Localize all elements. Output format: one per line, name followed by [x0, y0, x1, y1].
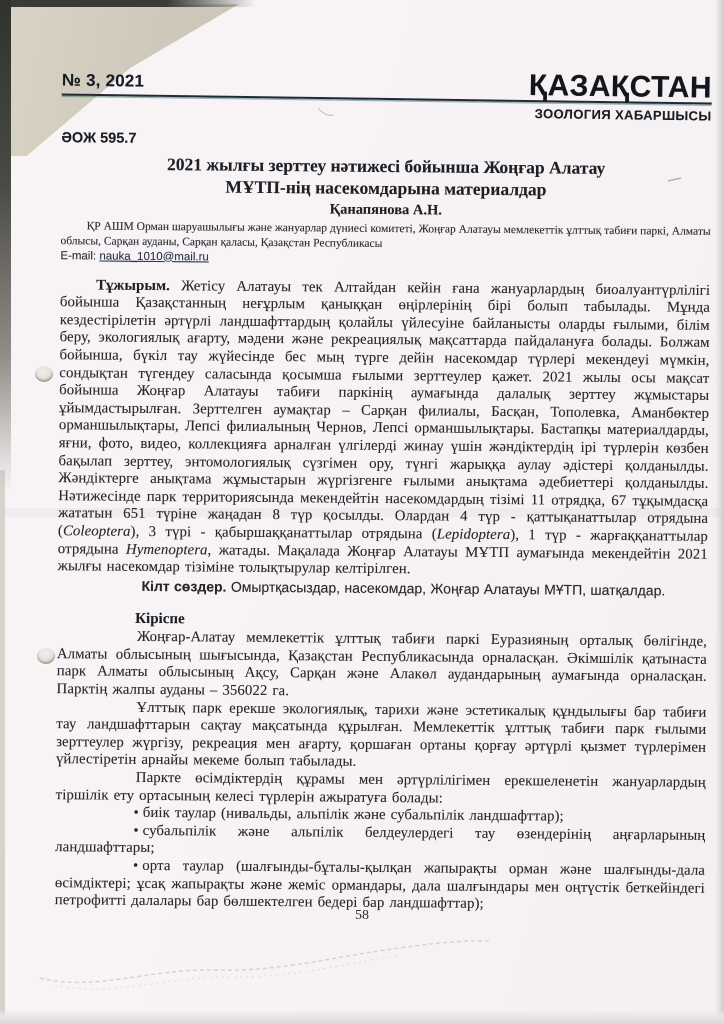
- journal-masthead: [61, 65, 712, 123]
- scanner-edge-left: [0, 0, 11, 492]
- abstract-text: Жетісу Алатауы тек Алтайдан кейін ғана жануарлардың биоалуантүрлілігі бойынша Қазақстанның неғұрлым қаныққан өңірлерінің бірі болып табылады. Мұнда кездестірілетін әртүрлі ландшафттардың қолайлы үйлесуіне байланысты оларды ғылыми, білім беру, экологиялық ағарту, мәдени және рекреациялық мақсаттарда пайдалануға болады. Болжам бойынша, бүкіл тау жүйесінде бес мың түрге дейін насекомдар түрлері мекендеуі мүмкін, сондықтан түгендеу саласында қосымша ғылыми зерттеулер қажет. 2021 жылы осы мақсат бойынша Жоңғар Алатауы табиғи паркінің аумағында далалық зерттеу жұмыстары ұйымдастырылған. Зерттелген аумақтар – Сарқан филиалы, Басқан, Тополевка, Аманбөктер орманшылықтары, Лепсі филиалының Чернов, Лепсі орманшылықтары. Бастапқы материалдарды, яғни, фото, видео, коллекцияға арналған үлгілерді жинау үшін жәндіктердің ірі түрлерін көзбен бақылап зерттеу, энтомологиялық сүзгімен ору, түнгі жарыққа аулау әдістері қолданылды. Жәндіктерге анықтама жұмыстарын жүргізгенге ғылыми анықтама әдебиеттері қолданылды. Нәтижесінде парк территориясында мекендейтін насекомдардың тізімі 11 отрядқа, 67 тұқымдасқа жататын 651 түріне жаңадан 8 түр қосылды. Олардан 4 түр - қаттықанаттылар отрядына (: [57, 277, 711, 540]
- abstract-text: ), 1 түр - жарғаққанаттылар отрядына: [57, 526, 708, 558]
- article-title: [61, 152, 711, 202]
- author-name: Қанапянова А.Н.: [329, 201, 443, 219]
- page-number: 58: [355, 908, 369, 923]
- article-title-line1: 2021 жылғы зерттеу нәтижесі бойынша Жоңғар Алатау: [166, 154, 606, 178]
- bullet-text: орта таулар (шалғынды-бұталы-қылқан жапырақты орман және шалғынды-дала өсімдіктері; ұсақ жапырақты және жеміс ормандары, дала шалғындары мен оңтүстік беткейіндегі петрофитті далалары бар бөлшектелген бедері бар ландшафттар);: [54, 857, 706, 913]
- paper-edge-left: [0, 470, 5, 1024]
- keywords-text: Омыртқасыздар, насекомдар, Жоңғар Алатауы МҰТП, шатқалдар.: [226, 578, 666, 599]
- scanner-edge-top: [0, 0, 256, 7]
- email-label: E-mail:: [60, 249, 100, 263]
- bullet-icon: •: [132, 857, 139, 874]
- article-title-line2: МҰТП-нің насекомдарына материалдар: [225, 176, 547, 200]
- species-name-italic: Hymenoptera: [125, 541, 208, 558]
- journal-subtitle: ЗООЛОГИЯ ХАБАРШЫСЫ: [534, 106, 712, 124]
- issue-number: № 3, 2021: [61, 70, 145, 91]
- abstract-label: Тұжырым.: [96, 277, 171, 294]
- habitat-bullet-item: [55, 822, 705, 863]
- punch-hole: [35, 366, 53, 382]
- bullet-text: субальпілік және альпілік белдеулердегі тау өзендерінің аңғарларының ландшафттары;: [55, 822, 706, 857]
- journal-title: ҚАЗАҚСТАН: [528, 68, 713, 105]
- species-name-italic: Lepidoptera: [436, 526, 511, 543]
- paper-edge-bottom: [0, 1010, 724, 1024]
- intro-paragraph: Паркте өсімдіктердің құрамы мен әртүрлілігімен ерекшеленетін жануарлардың тіршілік ету ортасының келесі түрлерін ажыратуға болады:: [55, 769, 706, 807]
- udc-code: ӘОЖ 595.7: [61, 130, 137, 147]
- bullet-text: биік таулар (нивальды, альпілік және субальпілік ландшафттар);: [142, 805, 564, 825]
- intro-paragraph: Жоңғар-Алатау мемлекеттік ұлттық табиғи паркі Еуразияның орталық бөлігінде, Алматы облысының шығысында, Қазақстан Республикасында орналасқан. Әкімшілік қатынаста парк Алматы облысының Ақсу, Сарқан және Алакөл аудандарының аумағында орналасқан. Парктің жалпы ауданы – 356022 га.: [56, 629, 708, 700]
- email-address: nauka_1010@mail.ru: [99, 250, 209, 264]
- article-content: [55, 67, 712, 915]
- habitat-bullet-item: [55, 857, 705, 915]
- masthead-rule: [62, 65, 712, 104]
- keywords-label: Кілт сөздер.: [141, 577, 227, 595]
- bullet-icon: •: [133, 822, 139, 839]
- punch-hole: [37, 648, 55, 664]
- section-heading-introduction: Кіріспе: [135, 611, 185, 628]
- intro-paragraph: Ұлттық парк ерекше экологиялық, тарихи және эстетикалық құндылығы бар табиғи тау ландшафттарын сақтау мақсатында құрылған. Мемлекеттік ұлттық табиғи парк ғылыми зерттеулер жүргізу, рекреация мен ағарту, қоршаған ортаны қорғау әртүрлі қызмет түрлерімен үйлестіретін арнайы мекеме болып табылады.: [55, 699, 707, 771]
- abstract-text: ), 3 түрі - қабыршаққанаттылар отрядына (: [130, 523, 437, 543]
- species-name-italic: Coleoptera: [62, 523, 131, 540]
- abstract-paragraph: [58, 277, 711, 582]
- bullet-icon: •: [133, 805, 139, 822]
- affiliation: ҚР АШМ Орман шаруашылығы және жануарлар дүниесі комитеті, Жоңғар Алатауы мемлекеттік ұлттық табиғи паркі, Алматы облысы, Сарқан ауданы, Сарқан қаласы, Қазақстан Республикасы: [60, 220, 711, 250]
- abstract-text: , жатады. Мақалада Жоңғар Алатауы МҰТП аумағында мекендейтін 2021 жылғы насекомдар тізіміне толықтырулар келтірілген.: [57, 541, 708, 578]
